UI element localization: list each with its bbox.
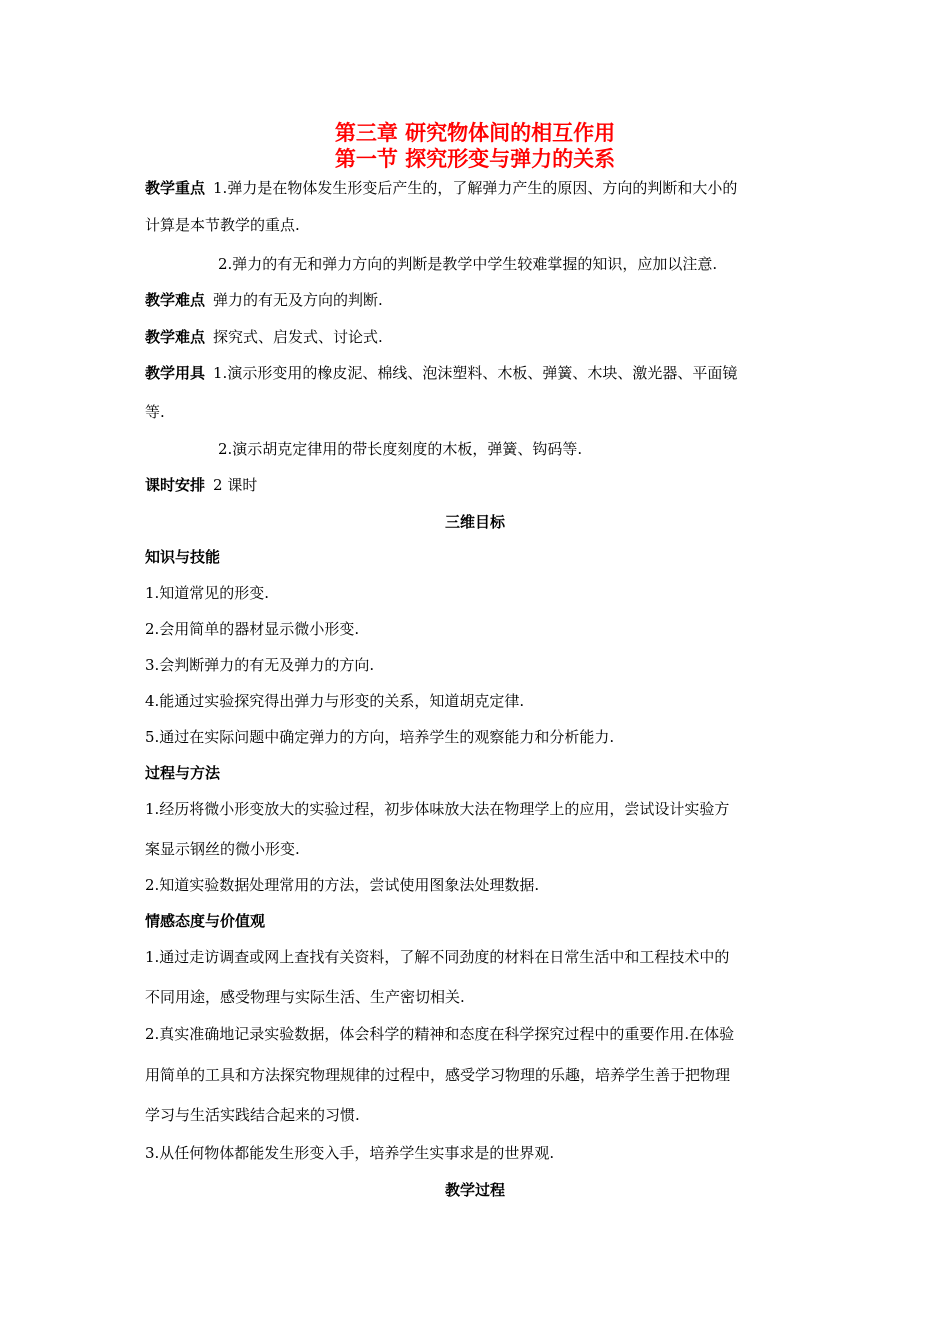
emotion-item-1b: 不同用途，感受物理与实际生活、生产密切相关. [145,988,465,1006]
focus-text-1b: 计算是本节教学的重点. [145,216,300,234]
schedule-line [145,475,257,495]
emotion-item-2b: 用简单的工具和方法探究物理规律的过程中，感受学习物理的乐趣，培养学生善于把物理 [145,1066,731,1084]
process-heading: 过程与方法 [145,764,221,782]
emotion-heading: 情感态度与价值观 [145,912,266,930]
emotion-item-1a: 1.通过走访调查或网上查找有关资料，了解不同劲度的材料在日常生活中和工程技术中的 [145,948,730,966]
process-title: 教学过程 [444,1181,505,1199]
focus-label: 教学重点 [145,179,206,197]
knowledge-item-5: 5.通过在实际问题中确定弹力的方向，培养学生的观察能力和分析能力. [145,728,615,746]
process-item-1b: 案显示钢丝的微小形变. [145,840,300,858]
emotion-item-3: 3.从任何物体都能发生形变入手，培养学生实事求是的世界观. [145,1144,555,1162]
schedule-label: 课时安排 [145,476,206,494]
method-line [145,327,383,347]
process-item-1a: 1.经历将微小形变放大的实验过程，初步体味放大法在物理学上的应用，尝试设计实验方 [145,800,730,818]
method-text: 探究式、启发式、讨论式. [213,328,383,346]
schedule-text: 2 课时 [213,476,258,494]
tools-text-2: 2.演示胡克定律用的带长度刻度的木板，弹簧、钩码等. [218,440,583,458]
focus-text-1a: 1.弹力是在物体发生形变后产生的，了解弹力产生的原因、方向的判断和大小的 [213,179,738,197]
difficulty-label: 教学难点 [145,291,206,309]
tools-label: 教学用具 [145,364,206,382]
emotion-item-2c: 学习与生活实践结合起来的习惯. [145,1106,360,1124]
tools-text-1b: 等. [145,403,165,421]
focus-text-2: 2.弹力的有无和弹力方向的判断是教学中学生较难掌握的知识，应加以注意. [218,255,718,273]
process-item-2: 2.知道实验数据处理常用的方法，尝试使用图象法处理数据. [145,876,540,894]
knowledge-item-4: 4.能通过实验探究得出弹力与形变的关系，知道胡克定律. [145,692,525,710]
goals-heading: 三维目标 [444,513,505,531]
knowledge-item-2: 2.会用简单的器材显示微小形变. [145,620,360,638]
emotion-item-2a: 2.真实准确地记录实验数据，体会科学的精神和态度在科学探究过程中的重要作用.在体验 [145,1025,735,1043]
tools-text-1a: 1.演示形变用的橡皮泥、棉线、泡沫塑料、木板、弹簧、木块、激光器、平面镜 [213,364,738,382]
difficulty-line [145,290,383,310]
difficulty-text: 弹力的有无及方向的判断. [213,291,383,309]
knowledge-heading: 知识与技能 [145,548,221,566]
chapter-title: 第三章 研究物体间的相互作用 [334,121,616,145]
method-label: 教学难点 [145,328,206,346]
tools-line-1 [145,363,737,383]
knowledge-item-1: 1.知道常见的形变. [145,584,270,602]
knowledge-item-3: 3.会判断弹力的有无及弹力的方向. [145,656,375,674]
focus-line-1 [145,178,737,198]
section-title: 第一节 探究形变与弹力的关系 [334,147,616,171]
